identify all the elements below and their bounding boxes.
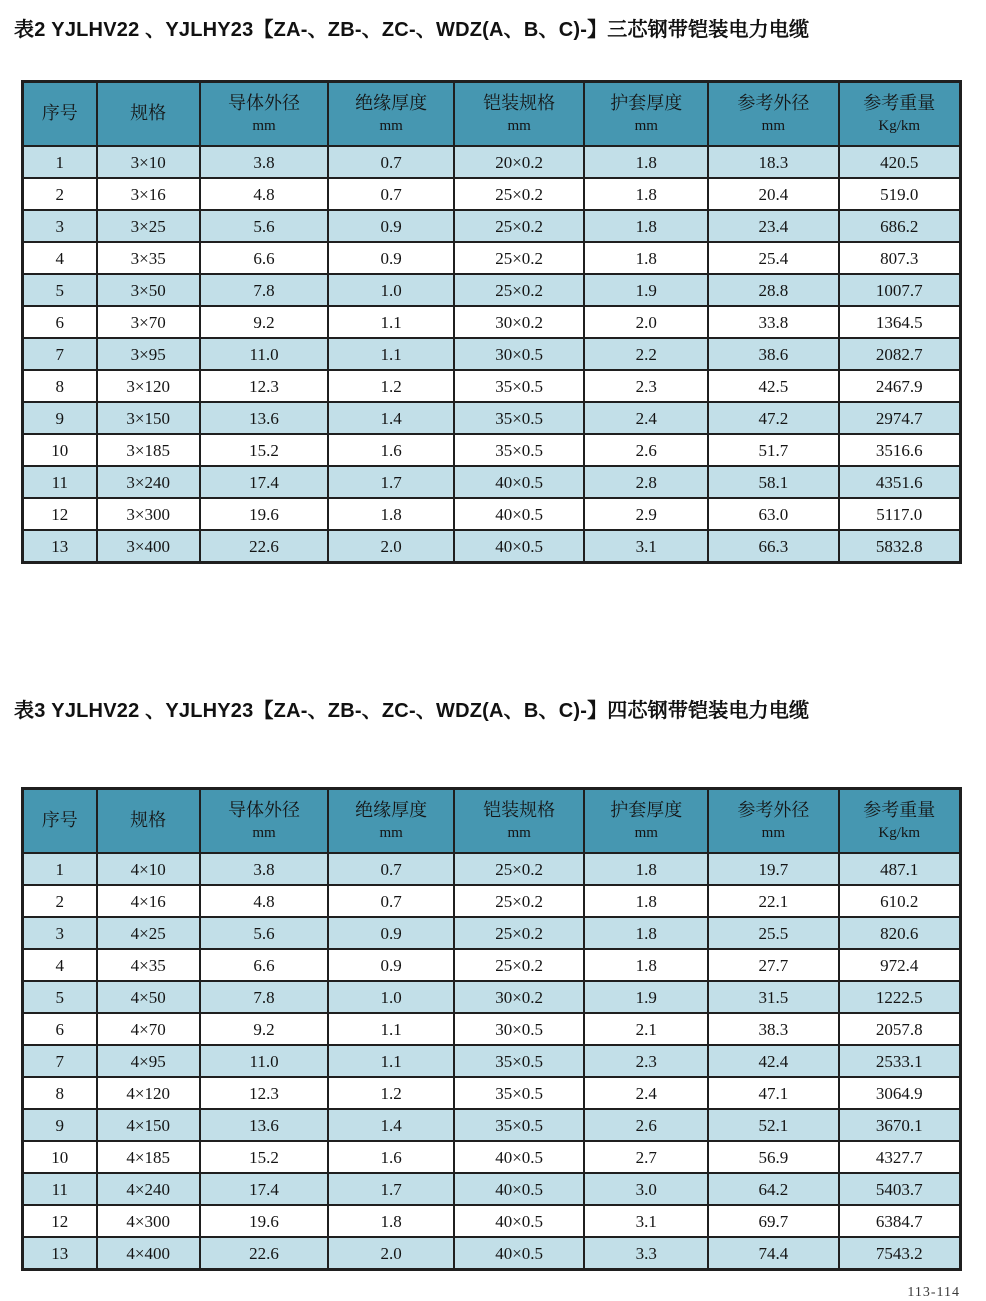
table-cell: 22.1 xyxy=(708,885,838,917)
column-header xyxy=(328,789,454,854)
table-cell: 1.8 xyxy=(584,917,708,949)
table-cell: 3×400 xyxy=(97,530,200,563)
table-cell: 0.9 xyxy=(328,210,454,242)
table-cell: 4×400 xyxy=(97,1237,200,1270)
table-cell: 807.3 xyxy=(839,242,961,274)
column-header-label: 绝缘厚度 xyxy=(355,92,428,113)
table-cell: 17.4 xyxy=(200,1173,329,1205)
column-header-label: 序号 xyxy=(41,810,78,831)
table-cell: 2.0 xyxy=(584,306,708,338)
table-cell: 5403.7 xyxy=(839,1173,961,1205)
table-cell: 3×120 xyxy=(97,370,200,402)
table-cell: 1.9 xyxy=(584,981,708,1013)
table-cell: 4.8 xyxy=(200,885,329,917)
table-cell: 74.4 xyxy=(708,1237,838,1270)
table-cell: 3×25 xyxy=(97,210,200,242)
table-cell: 7543.2 xyxy=(839,1237,961,1270)
table-cell: 27.7 xyxy=(708,949,838,981)
column-header-unit: mm xyxy=(252,118,276,135)
table-cell: 3.1 xyxy=(584,530,708,563)
column-header-unit: mm xyxy=(634,118,658,135)
table-cell: 0.9 xyxy=(328,242,454,274)
table-cell: 1.8 xyxy=(328,1205,454,1237)
table-cell: 3×16 xyxy=(97,178,200,210)
table-cell: 6.6 xyxy=(200,242,329,274)
table-cell: 686.2 xyxy=(839,210,961,242)
table-cell: 519.0 xyxy=(839,178,961,210)
table-cell: 5 xyxy=(23,981,97,1013)
table-cell: 3 xyxy=(23,210,97,242)
table-cell: 8 xyxy=(23,370,97,402)
table-cell: 0.7 xyxy=(328,178,454,210)
table-cell: 6384.7 xyxy=(839,1205,961,1237)
table-cell: 10 xyxy=(23,1141,97,1173)
column-header xyxy=(200,789,329,854)
table-cell: 420.5 xyxy=(839,146,961,178)
table-cell: 0.7 xyxy=(328,146,454,178)
table-cell: 4×120 xyxy=(97,1077,200,1109)
table-cell: 19.7 xyxy=(708,853,838,885)
header-row xyxy=(23,82,961,147)
table-cell: 30×0.2 xyxy=(454,306,584,338)
table-cell: 3516.6 xyxy=(839,434,961,466)
table-cell: 19.6 xyxy=(200,1205,329,1237)
table-cell: 25.4 xyxy=(708,242,838,274)
column-header-label: 铠装规格 xyxy=(483,799,556,820)
table-cell: 40×0.5 xyxy=(454,1173,584,1205)
table-cell: 2057.8 xyxy=(839,1013,961,1045)
table-row xyxy=(23,338,961,370)
column-header xyxy=(708,82,838,147)
table-row xyxy=(23,306,961,338)
table-cell: 1.4 xyxy=(328,402,454,434)
table-cell: 15.2 xyxy=(200,434,329,466)
table-cell: 3×300 xyxy=(97,498,200,530)
table-cell: 42.5 xyxy=(708,370,838,402)
table-row xyxy=(23,1013,961,1045)
table-row xyxy=(23,146,961,178)
table-cell: 11.0 xyxy=(200,338,329,370)
table-row xyxy=(23,210,961,242)
table-row xyxy=(23,434,961,466)
table-cell: 2.6 xyxy=(584,434,708,466)
column-header-label: 规格 xyxy=(130,103,167,124)
table-cell: 7.8 xyxy=(200,981,329,1013)
table-cell: 2.3 xyxy=(584,1045,708,1077)
table-cell: 1.7 xyxy=(328,466,454,498)
table-row xyxy=(23,370,961,402)
table-cell: 35×0.5 xyxy=(454,402,584,434)
column-header xyxy=(328,82,454,147)
table-cell: 3.8 xyxy=(200,146,329,178)
table-cell: 3×50 xyxy=(97,274,200,306)
table-cell: 2467.9 xyxy=(839,370,961,402)
table-cell: 35×0.5 xyxy=(454,370,584,402)
table-row xyxy=(23,530,961,563)
table-row xyxy=(23,1077,961,1109)
table-cell: 3.8 xyxy=(200,853,329,885)
column-header-label: 参考外径 xyxy=(737,92,810,113)
table-cell: 8 xyxy=(23,1077,97,1109)
table-cell: 1.0 xyxy=(328,981,454,1013)
column-header xyxy=(839,789,961,854)
table-cell: 30×0.5 xyxy=(454,338,584,370)
table-row xyxy=(23,1237,961,1270)
table-cell: 63.0 xyxy=(708,498,838,530)
table-row xyxy=(23,1173,961,1205)
table-cell: 15.2 xyxy=(200,1141,329,1173)
table-row xyxy=(23,853,961,885)
table-cell: 51.7 xyxy=(708,434,838,466)
table-row xyxy=(23,949,961,981)
table-cell: 38.3 xyxy=(708,1013,838,1045)
column-header-unit: mm xyxy=(761,118,785,135)
table-cell: 1.1 xyxy=(328,1045,454,1077)
column-header xyxy=(839,82,961,147)
table-cell: 5 xyxy=(23,274,97,306)
table-cell: 1.6 xyxy=(328,434,454,466)
table-cell: 30×0.5 xyxy=(454,1013,584,1045)
table-cell: 4×50 xyxy=(97,981,200,1013)
table-cell: 2974.7 xyxy=(839,402,961,434)
table-cell: 18.3 xyxy=(708,146,838,178)
table-row xyxy=(23,466,961,498)
table-cell: 1.8 xyxy=(584,949,708,981)
table-cell: 13 xyxy=(23,1237,97,1270)
table-cell: 5832.8 xyxy=(839,530,961,563)
table-cell: 1.1 xyxy=(328,306,454,338)
table-cell: 1.0 xyxy=(328,274,454,306)
table-cell: 25.5 xyxy=(708,917,838,949)
column-header xyxy=(23,789,97,854)
table-cell: 23.4 xyxy=(708,210,838,242)
table-cell: 2.8 xyxy=(584,466,708,498)
table-cell: 4×300 xyxy=(97,1205,200,1237)
table-cell: 35×0.5 xyxy=(454,1077,584,1109)
table-cell: 4 xyxy=(23,949,97,981)
table-cell: 1.2 xyxy=(328,1077,454,1109)
table-cell: 11.0 xyxy=(200,1045,329,1077)
table-cell: 9 xyxy=(23,1109,97,1141)
table-cell: 42.4 xyxy=(708,1045,838,1077)
three-core-armored-cable-table xyxy=(21,80,962,564)
table-cell: 40×0.5 xyxy=(454,530,584,563)
table-cell: 1.9 xyxy=(584,274,708,306)
table-row xyxy=(23,885,961,917)
table3-title: 表3 YJLHV22 、YJLHY23【ZA-、ZB-、ZC-、WDZ(A、B、C)-】四芯钢带铠装电力电缆 xyxy=(14,700,810,722)
table-cell: 820.6 xyxy=(839,917,961,949)
table-cell: 7 xyxy=(23,1045,97,1077)
table-cell: 11 xyxy=(23,1173,97,1205)
table-cell: 10 xyxy=(23,434,97,466)
table-cell: 2.2 xyxy=(584,338,708,370)
table-row xyxy=(23,402,961,434)
table-cell: 40×0.5 xyxy=(454,1237,584,1270)
column-header-label: 护套厚度 xyxy=(610,92,683,113)
table-cell: 12.3 xyxy=(200,370,329,402)
table-row xyxy=(23,498,961,530)
table-cell: 3×95 xyxy=(97,338,200,370)
table-row xyxy=(23,917,961,949)
table-cell: 2.4 xyxy=(584,1077,708,1109)
table-cell: 9.2 xyxy=(200,306,329,338)
table-cell: 35×0.5 xyxy=(454,1109,584,1141)
column-header xyxy=(97,82,200,147)
table-cell: 6 xyxy=(23,1013,97,1045)
column-header-unit: Kg/km xyxy=(878,825,921,842)
table-cell: 4×70 xyxy=(97,1013,200,1045)
table-cell: 12.3 xyxy=(200,1077,329,1109)
table-cell: 2.0 xyxy=(328,1237,454,1270)
table-cell: 1.1 xyxy=(328,1013,454,1045)
column-header xyxy=(584,789,708,854)
table-cell: 9.2 xyxy=(200,1013,329,1045)
table-cell: 3×240 xyxy=(97,466,200,498)
column-header-label: 护套厚度 xyxy=(610,799,683,820)
table-cell: 47.1 xyxy=(708,1077,838,1109)
table-cell: 6 xyxy=(23,306,97,338)
table-cell: 17.4 xyxy=(200,466,329,498)
table-cell: 1222.5 xyxy=(839,981,961,1013)
table-cell: 5.6 xyxy=(200,210,329,242)
table-cell: 1.8 xyxy=(584,146,708,178)
table-cell: 487.1 xyxy=(839,853,961,885)
table-cell: 22.6 xyxy=(200,1237,329,1270)
table-cell: 2533.1 xyxy=(839,1045,961,1077)
column-header-label: 参考重量 xyxy=(863,92,936,113)
table-cell: 1.8 xyxy=(584,853,708,885)
table-cell: 3.3 xyxy=(584,1237,708,1270)
table-cell: 0.9 xyxy=(328,917,454,949)
table-cell: 25×0.2 xyxy=(454,853,584,885)
table-cell: 13 xyxy=(23,530,97,563)
table-cell: 33.8 xyxy=(708,306,838,338)
table-row xyxy=(23,981,961,1013)
table-cell: 3064.9 xyxy=(839,1077,961,1109)
table-cell: 5.6 xyxy=(200,917,329,949)
table-cell: 2.0 xyxy=(328,530,454,563)
column-header xyxy=(454,82,584,147)
table-cell: 2 xyxy=(23,885,97,917)
column-header-unit: mm xyxy=(507,825,531,842)
column-header xyxy=(23,82,97,147)
table-cell: 3.0 xyxy=(584,1173,708,1205)
table-cell: 1.8 xyxy=(328,498,454,530)
table-cell: 4.8 xyxy=(200,178,329,210)
table-cell: 2.6 xyxy=(584,1109,708,1141)
table-cell: 66.3 xyxy=(708,530,838,563)
table-cell: 2.7 xyxy=(584,1141,708,1173)
table-cell: 2 xyxy=(23,178,97,210)
table-cell: 47.2 xyxy=(708,402,838,434)
table-cell: 4 xyxy=(23,242,97,274)
table-cell: 3×35 xyxy=(97,242,200,274)
table-row xyxy=(23,1205,961,1237)
table-cell: 2.3 xyxy=(584,370,708,402)
table-cell: 58.1 xyxy=(708,466,838,498)
table-cell: 11 xyxy=(23,466,97,498)
table-cell: 7 xyxy=(23,338,97,370)
table-row xyxy=(23,242,961,274)
table-cell: 25×0.2 xyxy=(454,210,584,242)
table-cell: 2.4 xyxy=(584,402,708,434)
table-cell: 0.7 xyxy=(328,853,454,885)
table-cell: 2.9 xyxy=(584,498,708,530)
table-cell: 20.4 xyxy=(708,178,838,210)
table-cell: 9 xyxy=(23,402,97,434)
table-cell: 40×0.5 xyxy=(454,1141,584,1173)
column-header xyxy=(97,789,200,854)
table-cell: 3×185 xyxy=(97,434,200,466)
table-cell: 2.1 xyxy=(584,1013,708,1045)
table-cell: 1.2 xyxy=(328,370,454,402)
table-cell: 3×150 xyxy=(97,402,200,434)
column-header-label: 序号 xyxy=(41,103,78,124)
table-cell: 1.8 xyxy=(584,242,708,274)
table-cell: 4×16 xyxy=(97,885,200,917)
column-header xyxy=(584,82,708,147)
table-cell: 3×70 xyxy=(97,306,200,338)
table-cell: 4×185 xyxy=(97,1141,200,1173)
table2-title: 表2 YJLHV22 、YJLHY23【ZA-、ZB-、ZC-、WDZ(A、B、C)-】三芯钢带铠装电力电缆 xyxy=(14,19,810,41)
table-cell: 3670.1 xyxy=(839,1109,961,1141)
column-header xyxy=(454,789,584,854)
table-cell: 31.5 xyxy=(708,981,838,1013)
column-header-label: 绝缘厚度 xyxy=(355,799,428,820)
table-cell: 25×0.2 xyxy=(454,178,584,210)
column-header-label: 参考重量 xyxy=(863,799,936,820)
table-cell: 19.6 xyxy=(200,498,329,530)
column-header-unit: mm xyxy=(634,825,658,842)
four-core-armored-cable-table xyxy=(21,787,962,1271)
table-cell: 4×25 xyxy=(97,917,200,949)
table-cell: 1.1 xyxy=(328,338,454,370)
table-cell: 4×240 xyxy=(97,1173,200,1205)
column-header-unit: mm xyxy=(252,825,276,842)
table-cell: 20×0.2 xyxy=(454,146,584,178)
table-cell: 6.6 xyxy=(200,949,329,981)
column-header-unit: mm xyxy=(379,118,403,135)
table-cell: 52.1 xyxy=(708,1109,838,1141)
table-cell: 40×0.5 xyxy=(454,1205,584,1237)
table-cell: 25×0.2 xyxy=(454,949,584,981)
table-cell: 2082.7 xyxy=(839,338,961,370)
table-cell: 13.6 xyxy=(200,1109,329,1141)
table-cell: 35×0.5 xyxy=(454,434,584,466)
table-cell: 972.4 xyxy=(839,949,961,981)
table-cell: 1.6 xyxy=(328,1141,454,1173)
table-cell: 38.6 xyxy=(708,338,838,370)
header-row xyxy=(23,789,961,854)
table-cell: 1.7 xyxy=(328,1173,454,1205)
table-cell: 0.9 xyxy=(328,949,454,981)
table-cell: 1.4 xyxy=(328,1109,454,1141)
column-header xyxy=(708,789,838,854)
table-cell: 25×0.2 xyxy=(454,917,584,949)
column-header-label: 参考外径 xyxy=(737,799,810,820)
table-cell: 0.7 xyxy=(328,885,454,917)
table-cell: 1 xyxy=(23,146,97,178)
table-cell: 56.9 xyxy=(708,1141,838,1173)
table-row xyxy=(23,1141,961,1173)
column-header-unit: mm xyxy=(379,825,403,842)
table-cell: 1.8 xyxy=(584,210,708,242)
table-row xyxy=(23,178,961,210)
table-cell: 25×0.2 xyxy=(454,242,584,274)
table-row xyxy=(23,274,961,306)
table-cell: 40×0.5 xyxy=(454,466,584,498)
table-cell: 22.6 xyxy=(200,530,329,563)
table-cell: 1.8 xyxy=(584,178,708,210)
table-cell: 5117.0 xyxy=(839,498,961,530)
table-cell: 610.2 xyxy=(839,885,961,917)
table-cell: 69.7 xyxy=(708,1205,838,1237)
table-cell: 25×0.2 xyxy=(454,885,584,917)
table-cell: 40×0.5 xyxy=(454,498,584,530)
table-cell: 1 xyxy=(23,853,97,885)
table-row xyxy=(23,1045,961,1077)
table-cell: 3×10 xyxy=(97,146,200,178)
table-cell: 64.2 xyxy=(708,1173,838,1205)
column-header xyxy=(200,82,329,147)
page-number: 113-114 xyxy=(907,1285,960,1300)
table-cell: 13.6 xyxy=(200,402,329,434)
table-cell: 3.1 xyxy=(584,1205,708,1237)
column-header-label: 规格 xyxy=(130,810,167,831)
table-cell: 35×0.5 xyxy=(454,1045,584,1077)
column-header-label: 导体外径 xyxy=(228,799,301,820)
table-cell: 4×10 xyxy=(97,853,200,885)
column-header-label: 导体外径 xyxy=(228,92,301,113)
table-cell: 4×35 xyxy=(97,949,200,981)
column-header-unit: mm xyxy=(507,118,531,135)
table-cell: 30×0.2 xyxy=(454,981,584,1013)
table-cell: 12 xyxy=(23,1205,97,1237)
column-header-unit: mm xyxy=(761,825,785,842)
column-header-label: 铠装规格 xyxy=(483,92,556,113)
table-cell: 7.8 xyxy=(200,274,329,306)
table-cell: 4×150 xyxy=(97,1109,200,1141)
column-header-unit: Kg/km xyxy=(878,118,921,135)
table-cell: 4×95 xyxy=(97,1045,200,1077)
table-cell: 4327.7 xyxy=(839,1141,961,1173)
table-cell: 28.8 xyxy=(708,274,838,306)
table-cell: 4351.6 xyxy=(839,466,961,498)
table-cell: 1007.7 xyxy=(839,274,961,306)
table-cell: 3 xyxy=(23,917,97,949)
table-cell: 1.8 xyxy=(584,885,708,917)
table-cell: 12 xyxy=(23,498,97,530)
table-row xyxy=(23,1109,961,1141)
table-cell: 25×0.2 xyxy=(454,274,584,306)
table-cell: 1364.5 xyxy=(839,306,961,338)
